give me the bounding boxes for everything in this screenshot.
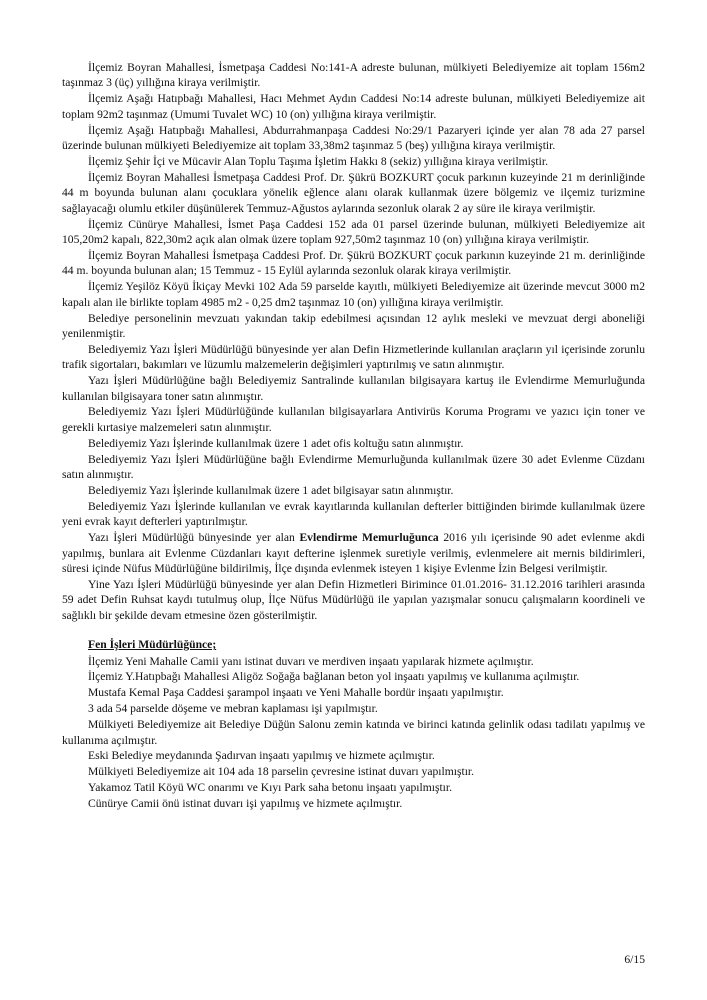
paragraph: Belediyemiz Yazı İşlerinde kullanılmak üzere 1 adet bilgisayar satın alınmıştır. — [88, 483, 454, 497]
paragraph: Belediyemiz Yazı İşleri Müdürlüğünde kullanılan bilgisayarlara Antivirüs Koruma Programı ve yazıcı için toner ve gerekli kırtasiye malzemeleri satın alınmıştır. — [62, 405, 645, 434]
emphasis-text: Evlendirme Memurluğunca — [299, 531, 439, 545]
paragraph-with-emphasis — [62, 530, 645, 576]
document-body — [62, 60, 645, 812]
paragraph: Belediyemiz Yazı İşleri Müdürlüğüne bağlı Evlendirme Memurluğunda kullanılmak üzere 30 adet Evlenme Cüzdanı satın alınmıştır. — [62, 452, 645, 482]
paragraph: İlçemiz Aşağı Hatıpbağı Mahallesi, Abdurrahmanpaşa Caddesi No:29/1 Pazaryeri içinde yer alan 78 ada 27 parsel üzerinde bulunan mülkiyeti Belediyemize ait toplam 33,38m2 taşınmaz 5 (beş) yıllığına kiraya verilmiştir. — [62, 123, 645, 153]
section-paragraph: İlçemiz Yeni Mahalle Camii yanı istinat duvarı ve merdiven inşaatı yapılarak hizmete açılmıştır. — [88, 654, 534, 668]
section-paragraph: Mülkiyeti Belediyemize ait Belediye Düğün Salonu zemin katında ve birinci katında gelinlik odası tadilatı yapılmış ve kullanıma açılmıştır. — [62, 718, 645, 747]
page-number: 6/15 — [624, 953, 645, 966]
section-paragraph: Yakamoz Tatil Köyü WC onarımı ve Kıyı Park saha betonu inşaatı yapılmıştır. — [88, 781, 453, 795]
paragraph: Belediyemiz Yazı İşlerinde kullanılan ve evrak kayıtlarında kullanılan defterler bittiğinden birimde kullanılmak üzere yeni evrak kayıt defterleri yaptırılmıştır. — [62, 499, 645, 529]
text-after-bold: 2016 yılı içerisinde 90 adet evlenme akdi yapılmış, bunlara ait Evlenme Cüzdanları kayıt defterine işlenmek suretiyle verilmiş, evlenmelere ait mernis bildirimleri, süresi içinde Nüfus Müdürlüğüne bildirilmiş, İlçe dışında evlenmek isteyen 1 kişiye Evlenme İzin Belgesi verilmiştir. — [62, 531, 645, 575]
paragraph: İlçemiz Cünürye Mahallesi, İsmet Paşa Caddesi 152 ada 01 parsel üzerinde bulunan, mülkiyeti Belediyemize ait 105,20m2 kapalı, 822,30m2 açık alan olmak üzere toplam 927,50m2 taşınmaz 10 (on) yıllığına kiraya verilmiştir. — [62, 217, 645, 246]
paragraph: İlçemiz Boyran Mahallesi, İsmetpaşa Caddesi No:141-A adreste bulunan, mülkiyeti Belediyemize ait toplam 156m2 taşınmaz 3 (üç) yıllığına kiraya verilmiştir. — [62, 61, 645, 90]
paragraph: İlçemiz Boyran Mahallesi İsmetpaşa Caddesi Prof. Dr. Şükrü BOZKURT çocuk parkının kuzeyinde 21 m derinliğinde 44 m boyunda bulunan alanı çocuklara yönelik eğlence alanı olarak kullanmak üzere bölgemiz ve ilçemiz turizmine sağlayacağı olumlu etkiler düşünülerek Temmuz-Ağustos aylarında sezonluk olarak 2 ay süre ile kiraya verilmiştir. — [62, 170, 645, 215]
paragraph: Belediyemiz Yazı İşlerinde kullanılmak üzere 1 adet ofis koltuğu satın alınmıştır. — [88, 436, 464, 450]
paragraph: Belediyemiz Yazı İşleri Müdürlüğü bünyesinde yer alan Defin Hizmetlerinde kullanılan araçların yıl içerisinde zorunlu trafik sigortaları, bakımları ve lüzumlu malzemelerin değişimleri yaptırılmış ve satın alınmıştır. — [62, 342, 645, 372]
section-paragraph: İlçemiz Y.Hatıpbağı Mahallesi Aligöz Soğağa bağlanan beton yol inşaatı yapılmış ve kullanıma açılmıştır. — [88, 670, 580, 684]
paragraph: Yine Yazı İşleri Müdürlüğü bünyesinde yer alan Defin Hizmetleri Birimince 01.01.2016- 31.12.2016 tarihleri arasında 59 adet Defin Ruhsat kaydı tutulmuş olup, İlçe Nüfus Müdürlüğü ile yapılan yazışmalar sonucu çalışmaların koordineli ve sağlıklı bir şekilde devam etmesine özen gösterilmiştir. — [62, 577, 645, 622]
section-paragraph: Cünürye Camii önü istinat duvarı işi yapılmış ve hizmete açılmıştır. — [88, 797, 403, 811]
paragraph: İlçemiz Şehir İçi ve Mücavir Alan Toplu Taşıma İşletim Hakkı 8 (sekiz) yıllığına kiraya verilmiştir. — [88, 154, 548, 168]
paragraph: İlçemiz Boyran Mahallesi İsmetpaşa Caddesi Prof. Dr. Şükrü BOZKURT çocuk parkının kuzeyinde 21 m. derinliğinde 44 m. boyunda bulunan alan; 15 Temmuz - 15 Eylül aylarında sezonluk olarak kiraya verilmiştir. — [62, 248, 645, 278]
paragraph: İlçemiz Yeşilöz Köyü İkiçay Mevki 102 Ada 59 parselde kayıtlı, mülkiyeti Belediyemize ait üzerinde mevcut 3000 m2 kapalı alan ile birlikte toplam 4985 m2 - 0,25 dm2 taşınmaz 10 (on) yıllığına kiraya verilmiştir. — [62, 280, 645, 309]
section-paragraph: Eski Belediye meydanında Şadırvan inşaatı yapılmış ve hizmete açılmıştır. — [88, 749, 435, 763]
section-heading: Fen İşleri Müdürlüğünce; — [88, 638, 217, 652]
paragraph: Yazı İşleri Müdürlüğüne bağlı Belediyemiz Santralinde kullanılan bilgisayara kartuş ile Evlendirme Memurluğunda kullanılan bilgisayara toner satın alınmıştır. — [62, 374, 645, 403]
section-paragraph: Mustafa Kemal Paşa Caddesi şarampol inşaatı ve Yeni Mahalle bordür inşaatı yapılmıştır. — [88, 686, 504, 700]
paragraph: İlçemiz Aşağı Hatıpbağı Mahallesi, Hacı Mehmet Aydın Caddesi No:14 adreste bulunan, mülkiyeti Belediyemize ait toplam 92m2 taşınmaz (Umumi Tuvalet WC) 10 (on) yıllığına kiraya verilmiştir. — [62, 92, 645, 121]
section-paragraph: Mülkiyeti Belediyemize ait 104 ada 18 parselin çevresine istinat duvarı yapılmıştır. — [88, 765, 475, 779]
paragraph: Belediye personelinin mevzuatı yakından takip edebilmesi açısından 12 aylık mesleki ve mevzuat dergi aboneliği yenilenmiştir. — [62, 311, 645, 340]
section-paragraph: 3 ada 54 parselde döşeme ve mebran kaplaması işi yapılmıştır. — [88, 702, 378, 716]
text-before-bold: Yazı İşleri Müdürlüğü bünyesinde yer alan — [88, 531, 300, 545]
